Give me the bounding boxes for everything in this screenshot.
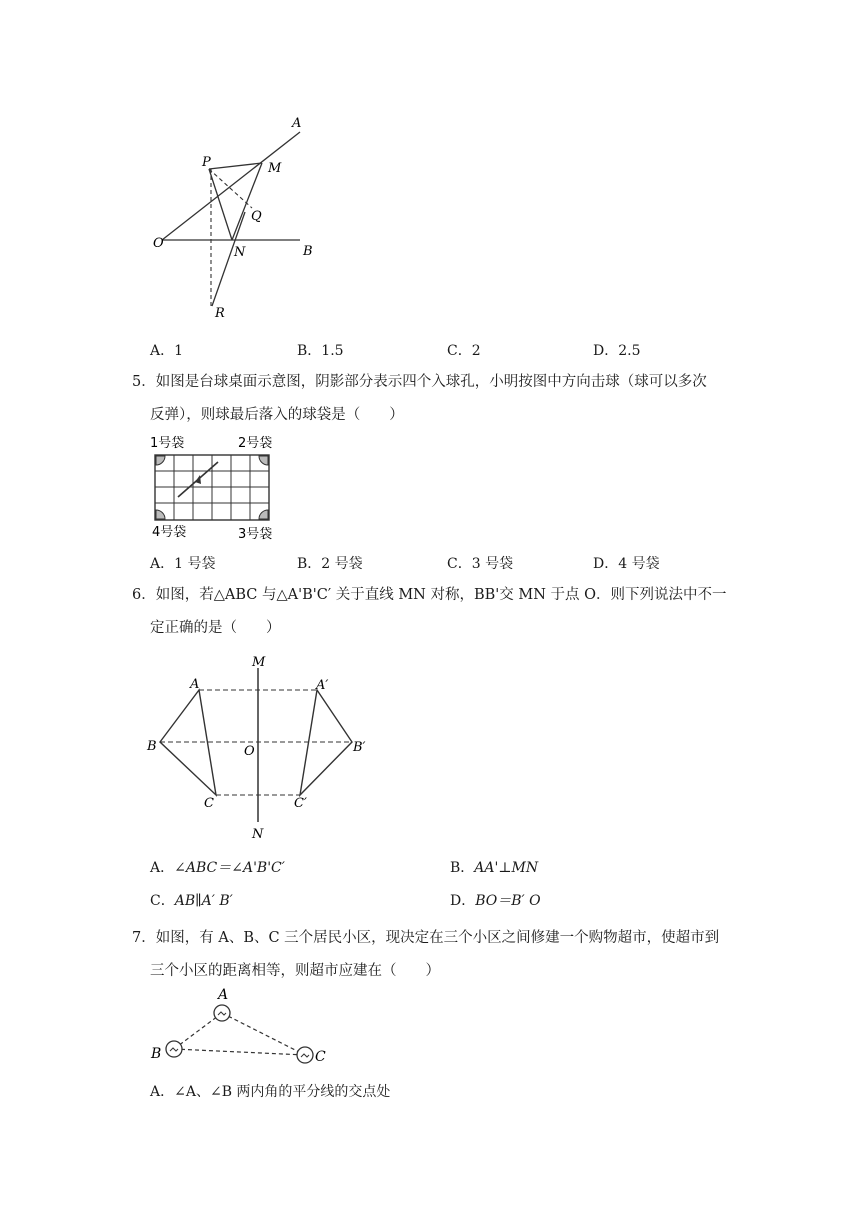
question-5: [132, 366, 742, 432]
label-A: A: [292, 116, 302, 131]
q6-option-c: C．AB∥A′ B′: [150, 893, 233, 909]
q5-option-d: D．4 号袋: [593, 556, 660, 572]
question-4-figure: [145, 110, 330, 325]
label-C-prime: C′: [294, 796, 307, 811]
label-N: N: [252, 827, 264, 842]
question-6-number: 6．: [132, 587, 156, 603]
q4-option-d: D．2.5: [593, 343, 641, 359]
question-6-line2: 定正确的是（ ）: [150, 620, 281, 636]
label-C: C: [315, 1049, 326, 1065]
q6-option-a: A．∠ABC＝∠A'B'C′: [150, 860, 285, 876]
question-7: [132, 922, 742, 988]
question-6-line1: 如图，若△ABC 与△A'B'C′ 关于直线 MN 对称，BB'交 MN 于点 O．则下列说法中不一: [155, 587, 727, 603]
pocket-2-label: 2号袋: [238, 436, 273, 451]
q4-option-a: A．1: [150, 343, 184, 359]
label-A-prime: A′: [316, 678, 329, 693]
label-C: C: [204, 796, 214, 811]
q5-option-c: C．3 号袋: [447, 556, 514, 572]
q4-option-c: C．2: [447, 343, 481, 359]
question-7-line2: 三个小区的距离相等，则超市应建在（ ）: [150, 963, 440, 979]
q7-option-a: A．∠A、∠B 两内角的平分线的交点处: [150, 1084, 391, 1100]
q5-option-b: B．2 号袋: [297, 556, 363, 572]
question-5-line1: 如图是台球桌面示意图，阴影部分表示四个入球孔，小明按图中方向击球（球可以多次: [155, 374, 707, 390]
label-P: P: [202, 155, 211, 170]
q6-option-b: B．AA'⊥MN: [450, 860, 539, 876]
billiard-table-figure: [148, 432, 278, 544]
q4-option-b: B．1.5: [297, 343, 344, 359]
label-B: B: [147, 739, 157, 754]
pocket-4-label: 4号袋: [152, 525, 187, 540]
label-M: M: [252, 655, 266, 670]
question-7-number: 7．: [132, 930, 156, 946]
pocket-3-label: 3号袋: [238, 527, 273, 542]
label-M: M: [268, 161, 282, 176]
label-O: O: [153, 236, 164, 251]
q6-option-d: D．BO＝B′ O: [450, 893, 541, 909]
label-B: B: [151, 1046, 162, 1062]
question-5-number: 5．: [132, 374, 156, 390]
question-6-figure: [142, 650, 372, 842]
label-Q: Q: [251, 209, 262, 224]
question-6: [132, 579, 742, 645]
label-N: N: [234, 245, 246, 260]
question-5-line2: 反弹），则球最后落入的球袋是（ ）: [150, 407, 404, 423]
label-A: A: [190, 677, 200, 692]
pocket-1-label: 1号袋: [150, 436, 185, 451]
label-R: R: [215, 306, 225, 321]
label-B-prime: B′: [353, 740, 366, 755]
q5-option-a: A．1 号袋: [150, 556, 216, 572]
question-7-line1: 如图，有 A、B、C 三个居民小区，现决定在三个小区之间修建一个购物超市，使超市到: [155, 930, 720, 946]
label-A: A: [218, 987, 229, 1003]
label-O: O: [244, 744, 255, 759]
question-7-figure: [146, 980, 336, 1070]
label-B: B: [303, 244, 313, 259]
